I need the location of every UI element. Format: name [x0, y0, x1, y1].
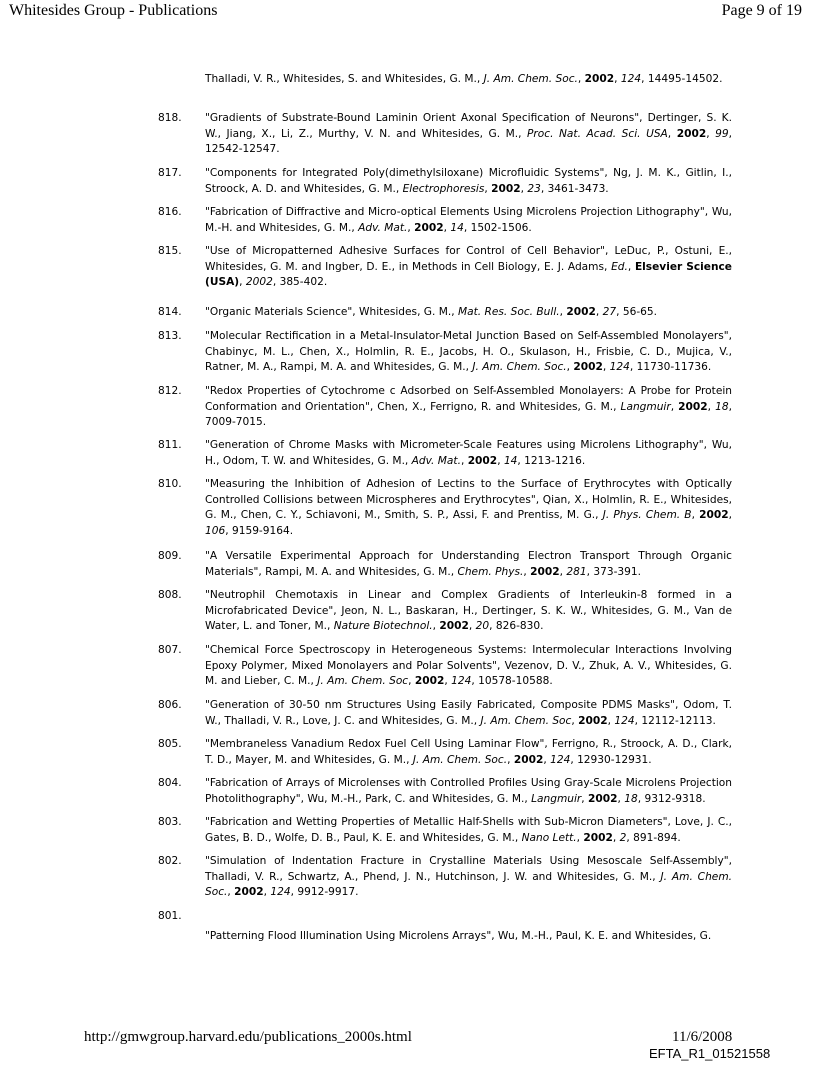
editor-abbrev: Ed. — [611, 260, 628, 273]
journal-name: Nano Lett. — [521, 831, 577, 844]
pub-volume: 124 — [620, 73, 642, 85]
pub-year: 2002 — [414, 675, 445, 688]
entry-number: 809. — [158, 550, 182, 562]
publisher-name: Elsevier Science (USA) — [205, 260, 732, 289]
pub-volume: 99 — [715, 127, 729, 140]
pub-year: 2002 — [584, 73, 615, 85]
pub-volume: 18 — [715, 400, 729, 413]
pub-year: 2002 — [414, 221, 444, 234]
pub-volume: 27 — [602, 306, 617, 318]
entry-number: 816. — [158, 206, 182, 218]
document-id: EFTA_R1_01521558 — [649, 1046, 771, 1061]
journal-name: Electrophoresis — [402, 182, 485, 195]
pub-volume: 14 — [450, 221, 464, 234]
entry-number: 815. — [158, 245, 182, 257]
journal-name: Proc. Nat. Acad. Sci. USA — [527, 127, 668, 140]
journal-name: Mat. Res. Soc. Bull. — [458, 306, 560, 318]
pub-year: 2002 — [699, 509, 729, 522]
entry-number: 804. — [158, 777, 182, 789]
page-url: http://gmwgroup.harvard.edu/publications_2000s.html — [84, 1029, 412, 1045]
pub-year: 2002 — [573, 361, 603, 374]
journal-name: J. Am. Chem. Soc. — [483, 73, 578, 85]
pub-volume: 124 — [614, 714, 635, 727]
journal-name: J. Am. Chem. Soc. — [472, 361, 567, 374]
entry-number: 811. — [158, 439, 182, 451]
journal-name: Nature Biotechnol. — [333, 620, 433, 633]
entry-number: 817. — [158, 167, 182, 179]
journal-name: J. Am. Chem. Soc. — [205, 870, 733, 899]
page-header-title: Whitesides Group - Publications — [9, 2, 218, 19]
pub-volume: 281 — [566, 565, 587, 578]
pub-year: 2002 — [583, 831, 613, 844]
pub-volume: 124 — [270, 886, 291, 899]
pub-volume: 18 — [624, 792, 638, 805]
pub-year: 2002 — [678, 400, 708, 413]
journal-name: Adv. Mat. — [358, 221, 408, 234]
entry-number: 818. — [158, 112, 182, 124]
pub-year: 2002 — [245, 276, 273, 289]
journal-name: Adv. Mat. — [411, 454, 461, 467]
pub-volume: 124 — [550, 753, 571, 766]
pub-volume: 106 — [205, 524, 226, 537]
page-number: Page 9 of 19 — [721, 2, 802, 19]
entry-number: 807. — [158, 644, 182, 656]
pub-year: 2002 — [234, 886, 264, 899]
print-date: 11/6/2008 — [672, 1029, 733, 1045]
entry-number: 801. — [158, 910, 182, 922]
journal-name: Chem. Phys. — [457, 565, 524, 578]
pub-volume: 20 — [475, 620, 490, 633]
entry-number: 805. — [158, 738, 182, 750]
pub-year: 2002 — [467, 454, 498, 467]
journal-name: J. Am. Chem. Soc — [317, 675, 409, 688]
pub-year: 2002 — [578, 714, 608, 727]
journal-name: Langmuir — [531, 792, 582, 805]
pub-year: 2002 — [513, 753, 544, 766]
entry-number: 803. — [158, 816, 182, 828]
entry-number: 806. — [158, 699, 182, 711]
pub-volume: 124 — [609, 361, 630, 374]
pub-year: 2002 — [676, 127, 707, 140]
pub-volume: 124 — [451, 675, 472, 688]
journal-name: Langmuir — [620, 400, 671, 413]
pub-volume: 23 — [527, 182, 541, 195]
pub-year: 2002 — [566, 306, 596, 318]
pub-volume: 2 — [619, 831, 627, 844]
entry-number: 814. — [158, 306, 182, 318]
journal-name: J. Phys. Chem. B — [602, 509, 692, 522]
entry-number: 802. — [158, 855, 182, 867]
pub-year: 2002 — [439, 620, 469, 633]
entry-number: 813. — [158, 330, 182, 342]
pub-year: 2002 — [530, 565, 560, 578]
pub-year: 2002 — [491, 182, 521, 195]
pub-year: 2002 — [588, 792, 618, 805]
entry-number: 812. — [158, 385, 182, 397]
entry-number: 810. — [158, 478, 182, 490]
journal-name: J. Am. Chem. Soc — [480, 714, 572, 727]
pub-volume: 14 — [503, 454, 518, 467]
journal-name: J. Am. Chem. Soc. — [412, 753, 508, 766]
entry-number: 808. — [158, 589, 182, 601]
